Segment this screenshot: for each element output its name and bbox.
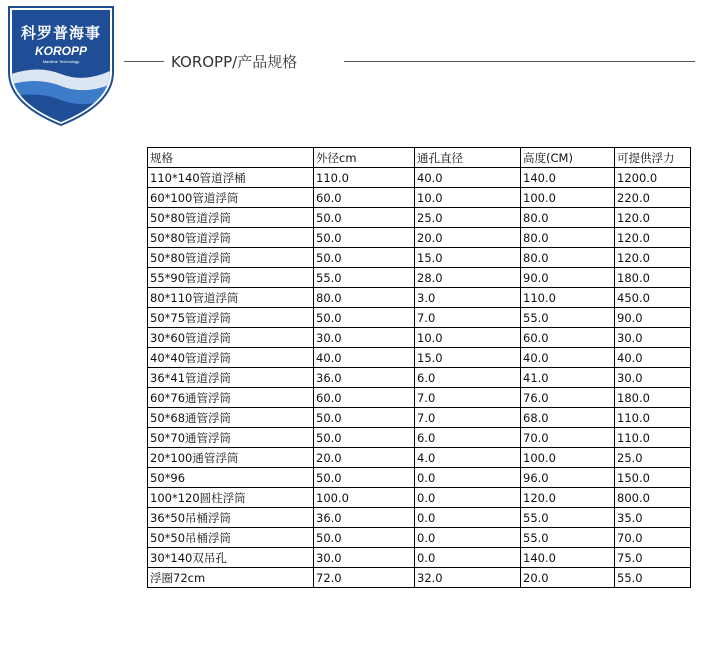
table-cell: 20.0: [521, 568, 615, 588]
table-cell: 110.0: [521, 288, 615, 308]
table-row: [148, 468, 691, 488]
table-cell: 100.0: [521, 448, 615, 468]
table-cell: 70.0: [521, 428, 615, 448]
table-cell: 80.0: [521, 208, 615, 228]
column-header: 规格: [148, 148, 314, 168]
table-cell: 41.0: [521, 368, 615, 388]
table-cell: 120.0: [521, 488, 615, 508]
table-cell: 55.0: [521, 528, 615, 548]
table-cell: 50*80管道浮筒: [148, 208, 314, 228]
table-cell: 220.0: [615, 188, 691, 208]
table-cell: 浮圈72cm: [148, 568, 314, 588]
table-cell: 25.0: [415, 208, 521, 228]
brand-name-en: KOROPP: [34, 44, 87, 58]
table-cell: 76.0: [521, 388, 615, 408]
table-cell: 110.0: [615, 408, 691, 428]
table-cell: 80*110管道浮筒: [148, 288, 314, 308]
table-cell: 180.0: [615, 268, 691, 288]
table-row: [148, 288, 691, 308]
table-cell: 55*90管道浮筒: [148, 268, 314, 288]
table-row: [148, 568, 691, 588]
table-cell: 80.0: [521, 248, 615, 268]
table-cell: 100*120圆柱浮筒: [148, 488, 314, 508]
table-cell: 800.0: [615, 488, 691, 508]
table-header-row: [148, 148, 691, 168]
table-cell: 50*96: [148, 468, 314, 488]
table-cell: 55.0: [314, 268, 415, 288]
table-cell: 150.0: [615, 468, 691, 488]
table-row: [148, 168, 691, 188]
table-cell: 15.0: [415, 348, 521, 368]
table-cell: 50.0: [314, 208, 415, 228]
table-cell: 30*140双吊孔: [148, 548, 314, 568]
table-row: [148, 188, 691, 208]
table-cell: 7.0: [415, 308, 521, 328]
table-cell: 50.0: [314, 228, 415, 248]
table-row: [148, 268, 691, 288]
table-cell: 40.0: [415, 168, 521, 188]
table-cell: 90.0: [521, 268, 615, 288]
column-header: 可提供浮力: [615, 148, 691, 168]
table-cell: 6.0: [415, 428, 521, 448]
table-cell: 32.0: [415, 568, 521, 588]
table-cell: 0.0: [415, 488, 521, 508]
table-cell: 450.0: [615, 288, 691, 308]
header-rule-right: [344, 61, 695, 62]
table-cell: 55.0: [521, 508, 615, 528]
table-row: [148, 488, 691, 508]
table-cell: 80.0: [521, 228, 615, 248]
brand-tagline: Maritime Technology: [42, 59, 80, 64]
table-cell: 120.0: [615, 228, 691, 248]
table-cell: 140.0: [521, 168, 615, 188]
table-cell: 1200.0: [615, 168, 691, 188]
table-cell: 60*76通管浮筒: [148, 388, 314, 408]
table-row: [148, 248, 691, 268]
table-cell: 50*80管道浮筒: [148, 248, 314, 268]
table-cell: 40.0: [314, 348, 415, 368]
table-cell: 50*80管道浮筒: [148, 228, 314, 248]
table-cell: 6.0: [415, 368, 521, 388]
table-body: [148, 168, 691, 588]
column-header: 通孔直径: [415, 148, 521, 168]
table-cell: 28.0: [415, 268, 521, 288]
table-cell: 10.0: [415, 328, 521, 348]
table-cell: 68.0: [521, 408, 615, 428]
table-cell: 50.0: [314, 428, 415, 448]
table-cell: 75.0: [615, 548, 691, 568]
table-row: [148, 428, 691, 448]
table-cell: 30.0: [314, 548, 415, 568]
table-cell: 50.0: [314, 468, 415, 488]
table-cell: 36.0: [314, 368, 415, 388]
table-row: [148, 388, 691, 408]
table-row: [148, 548, 691, 568]
table-cell: 25.0: [615, 448, 691, 468]
table-cell: 30.0: [615, 328, 691, 348]
table-cell: 50.0: [314, 408, 415, 428]
table-cell: 36*41管道浮筒: [148, 368, 314, 388]
table-row: [148, 528, 691, 548]
table-cell: 60*100管道浮筒: [148, 188, 314, 208]
table-cell: 110*140管道浮桶: [148, 168, 314, 188]
table-cell: 72.0: [314, 568, 415, 588]
table-cell: 50.0: [314, 308, 415, 328]
table-cell: 50*50吊桶浮筒: [148, 528, 314, 548]
table-cell: 50*70通管浮筒: [148, 428, 314, 448]
table-row: [148, 508, 691, 528]
table-cell: 110.0: [314, 168, 415, 188]
table-cell: 36.0: [314, 508, 415, 528]
brand-name-cn: 科罗普海事: [20, 24, 101, 42]
table-row: [148, 208, 691, 228]
table-cell: 4.0: [415, 448, 521, 468]
table-row: [148, 308, 691, 328]
table-cell: 120.0: [615, 248, 691, 268]
table-cell: 50.0: [314, 248, 415, 268]
table-cell: 80.0: [314, 288, 415, 308]
table-cell: 7.0: [415, 408, 521, 428]
table-row: [148, 368, 691, 388]
table-cell: 0.0: [415, 468, 521, 488]
table-cell: 100.0: [521, 188, 615, 208]
table-cell: 20*100通管浮筒: [148, 448, 314, 468]
column-header: 外径cm: [314, 148, 415, 168]
table-cell: 30.0: [314, 328, 415, 348]
table-row: [148, 328, 691, 348]
spec-table: [147, 147, 691, 588]
table-cell: 0.0: [415, 528, 521, 548]
table-cell: 0.0: [415, 508, 521, 528]
table-cell: 0.0: [415, 548, 521, 568]
header-rule-left: [124, 61, 164, 62]
table-cell: 7.0: [415, 388, 521, 408]
table-cell: 120.0: [615, 208, 691, 228]
table-cell: 40*40管道浮筒: [148, 348, 314, 368]
table-cell: 15.0: [415, 248, 521, 268]
table-cell: 3.0: [415, 288, 521, 308]
table-cell: 55.0: [521, 308, 615, 328]
table-cell: 30*60管道浮筒: [148, 328, 314, 348]
page-title: KOROPP/产品规格: [171, 53, 298, 71]
table-cell: 70.0: [615, 528, 691, 548]
table-cell: 60.0: [314, 388, 415, 408]
table-cell: 110.0: [615, 428, 691, 448]
table-cell: 30.0: [615, 368, 691, 388]
table-cell: 10.0: [415, 188, 521, 208]
table-cell: 40.0: [615, 348, 691, 368]
brand-logo: [6, 6, 116, 126]
table-row: [148, 448, 691, 468]
table-cell: 36*50吊桶浮筒: [148, 508, 314, 528]
table-cell: 140.0: [521, 548, 615, 568]
table-cell: 60.0: [314, 188, 415, 208]
table-cell: 40.0: [521, 348, 615, 368]
table-cell: 50*75管道浮筒: [148, 308, 314, 328]
table-row: [148, 408, 691, 428]
table-cell: 55.0: [615, 568, 691, 588]
table-cell: 50*68通管浮筒: [148, 408, 314, 428]
table-cell: 96.0: [521, 468, 615, 488]
column-header: 高度(CM): [521, 148, 615, 168]
table-row: [148, 228, 691, 248]
table-row: [148, 348, 691, 368]
table-cell: 60.0: [521, 328, 615, 348]
table-cell: 180.0: [615, 388, 691, 408]
table-cell: 90.0: [615, 308, 691, 328]
table-cell: 100.0: [314, 488, 415, 508]
table-cell: 20.0: [415, 228, 521, 248]
table-cell: 20.0: [314, 448, 415, 468]
table-cell: 50.0: [314, 528, 415, 548]
table-cell: 35.0: [615, 508, 691, 528]
